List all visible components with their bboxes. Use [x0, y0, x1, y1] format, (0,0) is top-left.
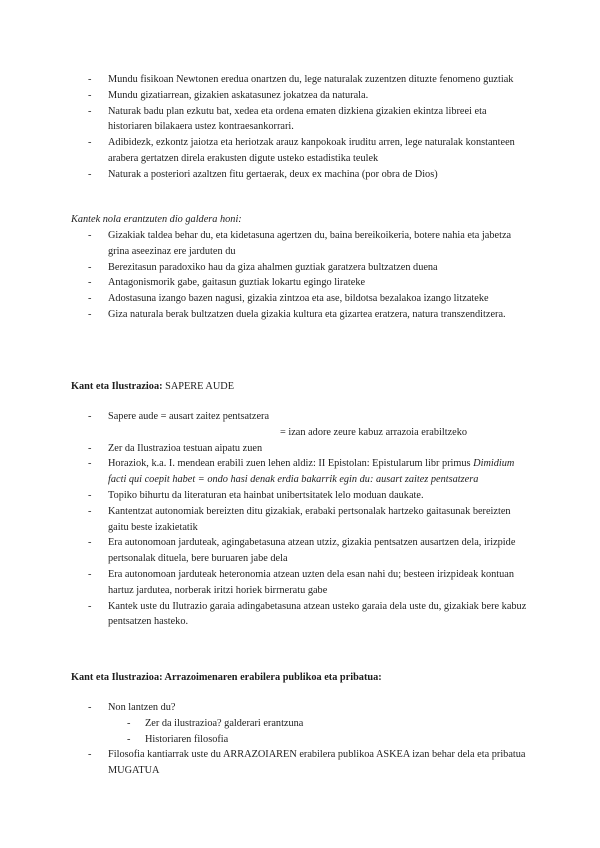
list-item: - Era autonomoan jarduteak heteronomia atzean uzten dela esan nahi du; besteen irizpideak kontuan hartuz jardutea, norberak iritzi horiek birrneratu gabe — [0, 567, 600, 599]
item-line: Sapere aude = ausart zaitez pentsatzera — [108, 411, 270, 422]
heading-bold-part: Kant eta Ilustrazioa: — [71, 381, 163, 392]
list-item: - Zer da Ilustrazioa testuan aipatu zuen — [0, 441, 600, 457]
heading-arrazoimena: Kant eta Ilustrazioa: Arrazoimenaren erabilera publikoa eta pribatua: — [71, 672, 382, 683]
list-item: - Antagonismorik gabe, gaitasun guztiak lokartu egingo lirateke — [0, 275, 600, 291]
natura-list — [0, 72, 600, 183]
arrazoimena-list-cont — [0, 747, 600, 779]
item-text: Horaziok, k.a. I. mendean erabili zuen lehen aldiz: II Epistolan: Epistularum libr primus — [108, 458, 471, 470]
list-item: - Adibidezk, ezkontz jaiotza eta heriotzak arauz kanpokoak iruditu arren, lege naturalak konstanteen arabera gertatzen direla erakusten digute usteko estadistika teulek — [0, 135, 600, 167]
arrazoimena-section — [0, 700, 600, 779]
arrazoimena-list — [0, 700, 600, 716]
sub-list-item: - Zer da ilustrazioa? galderari erantzuna — [0, 716, 600, 732]
list-item: - Filosofia kantiarrak uste du ARRAZOIAREN erabilera publikoa ASKEA izan behar dela eta pribatua MUGATUA — [0, 747, 600, 779]
list-item: - Naturak badu plan ezkutu bat, xedea eta ordena ematen dizkiena gizakien ekintza libreei eta historiaren bilakaera ustez kontraesankorrari. — [0, 104, 600, 136]
kant-answer-section — [0, 228, 600, 323]
list-item: - Gizakiak taldea behar du, eta kidetasuna agertzen du, baina bereikoikeria, botere nahia eta jabetza grina aseezinaz ere jarduten du — [0, 228, 600, 260]
item-text: Non lantzen du? — [108, 702, 176, 713]
list-item — [0, 700, 600, 716]
heading-rest-part: SAPERE AUDE — [165, 381, 235, 392]
item-line-continuation: = izan adore zeure kabuz arrazoia erabiltzeko — [280, 426, 468, 438]
list-item: - Mundu fisikoan Newtonen eredua onartzen du, lege naturalak zuzentzen dituzte fenomeno guztiak — [0, 72, 600, 88]
list-item: - Era autonomoan jarduteak, agingabetasuna atzean utziz, gizakia pentsatzen ausartzen dela, irizpide pertsonalak dituela, bere buruaren jabe dela — [0, 535, 600, 567]
natura-list-section — [0, 72, 600, 183]
list-item: - Mundu gizatiarrean, gizakien askatasunez jokatzea da naturala. — [0, 88, 600, 104]
section-intro: Kantek nola erantzuten dio galdera honi: — [71, 214, 242, 225]
list-item: - Kantentzat autonomiak bereizten ditu gizakiak, erabaki pertsonalak hartzeko gaitasunak bereizten gaitu beste izakietatik — [0, 504, 600, 536]
sapere-aude-list — [0, 409, 600, 630]
kant-answer-list — [0, 228, 600, 323]
list-item: - Berezitasun paradoxiko hau da giza ahalmen guztiak garatzera bultzatzen duena — [0, 260, 600, 276]
list-item: - Giza naturala berak bultzatzen duela gizakia kultura eta gizartea eratzera, natura transzenditzera. — [0, 307, 600, 323]
list-item — [0, 456, 600, 488]
list-item: - Kantek uste du Ilutrazio garaia adingabetasuna atzean usteko garaia dela uste du, gizakiak bere kabuz pentsatzen hasteko. — [0, 599, 600, 631]
latin-quote: Dimidium facti qui coepit habet = ondo hasi denak erdia bakarrik egin du: ausart zaitez pentsatzera — [108, 458, 515, 486]
sub-list — [0, 716, 600, 748]
list-item: - Naturak a posteriori azaltzen fitu gertaerak, deux ex machina (por obra de Dios) — [0, 167, 600, 183]
heading-sapere-aude — [71, 379, 541, 395]
sapere-aude-section — [0, 409, 600, 630]
list-item: - Adostasuna izango bazen nagusi, gizakia zintzoa eta ase, bildotsa bezalakoa izango litzateke — [0, 291, 600, 307]
sub-list-item: - Historiaren filosofia — [0, 732, 600, 748]
list-item: - Topiko bihurtu da literaturan eta hainbat unibertsitatek lelo moduan daukate. — [0, 488, 600, 504]
list-item — [0, 409, 600, 441]
